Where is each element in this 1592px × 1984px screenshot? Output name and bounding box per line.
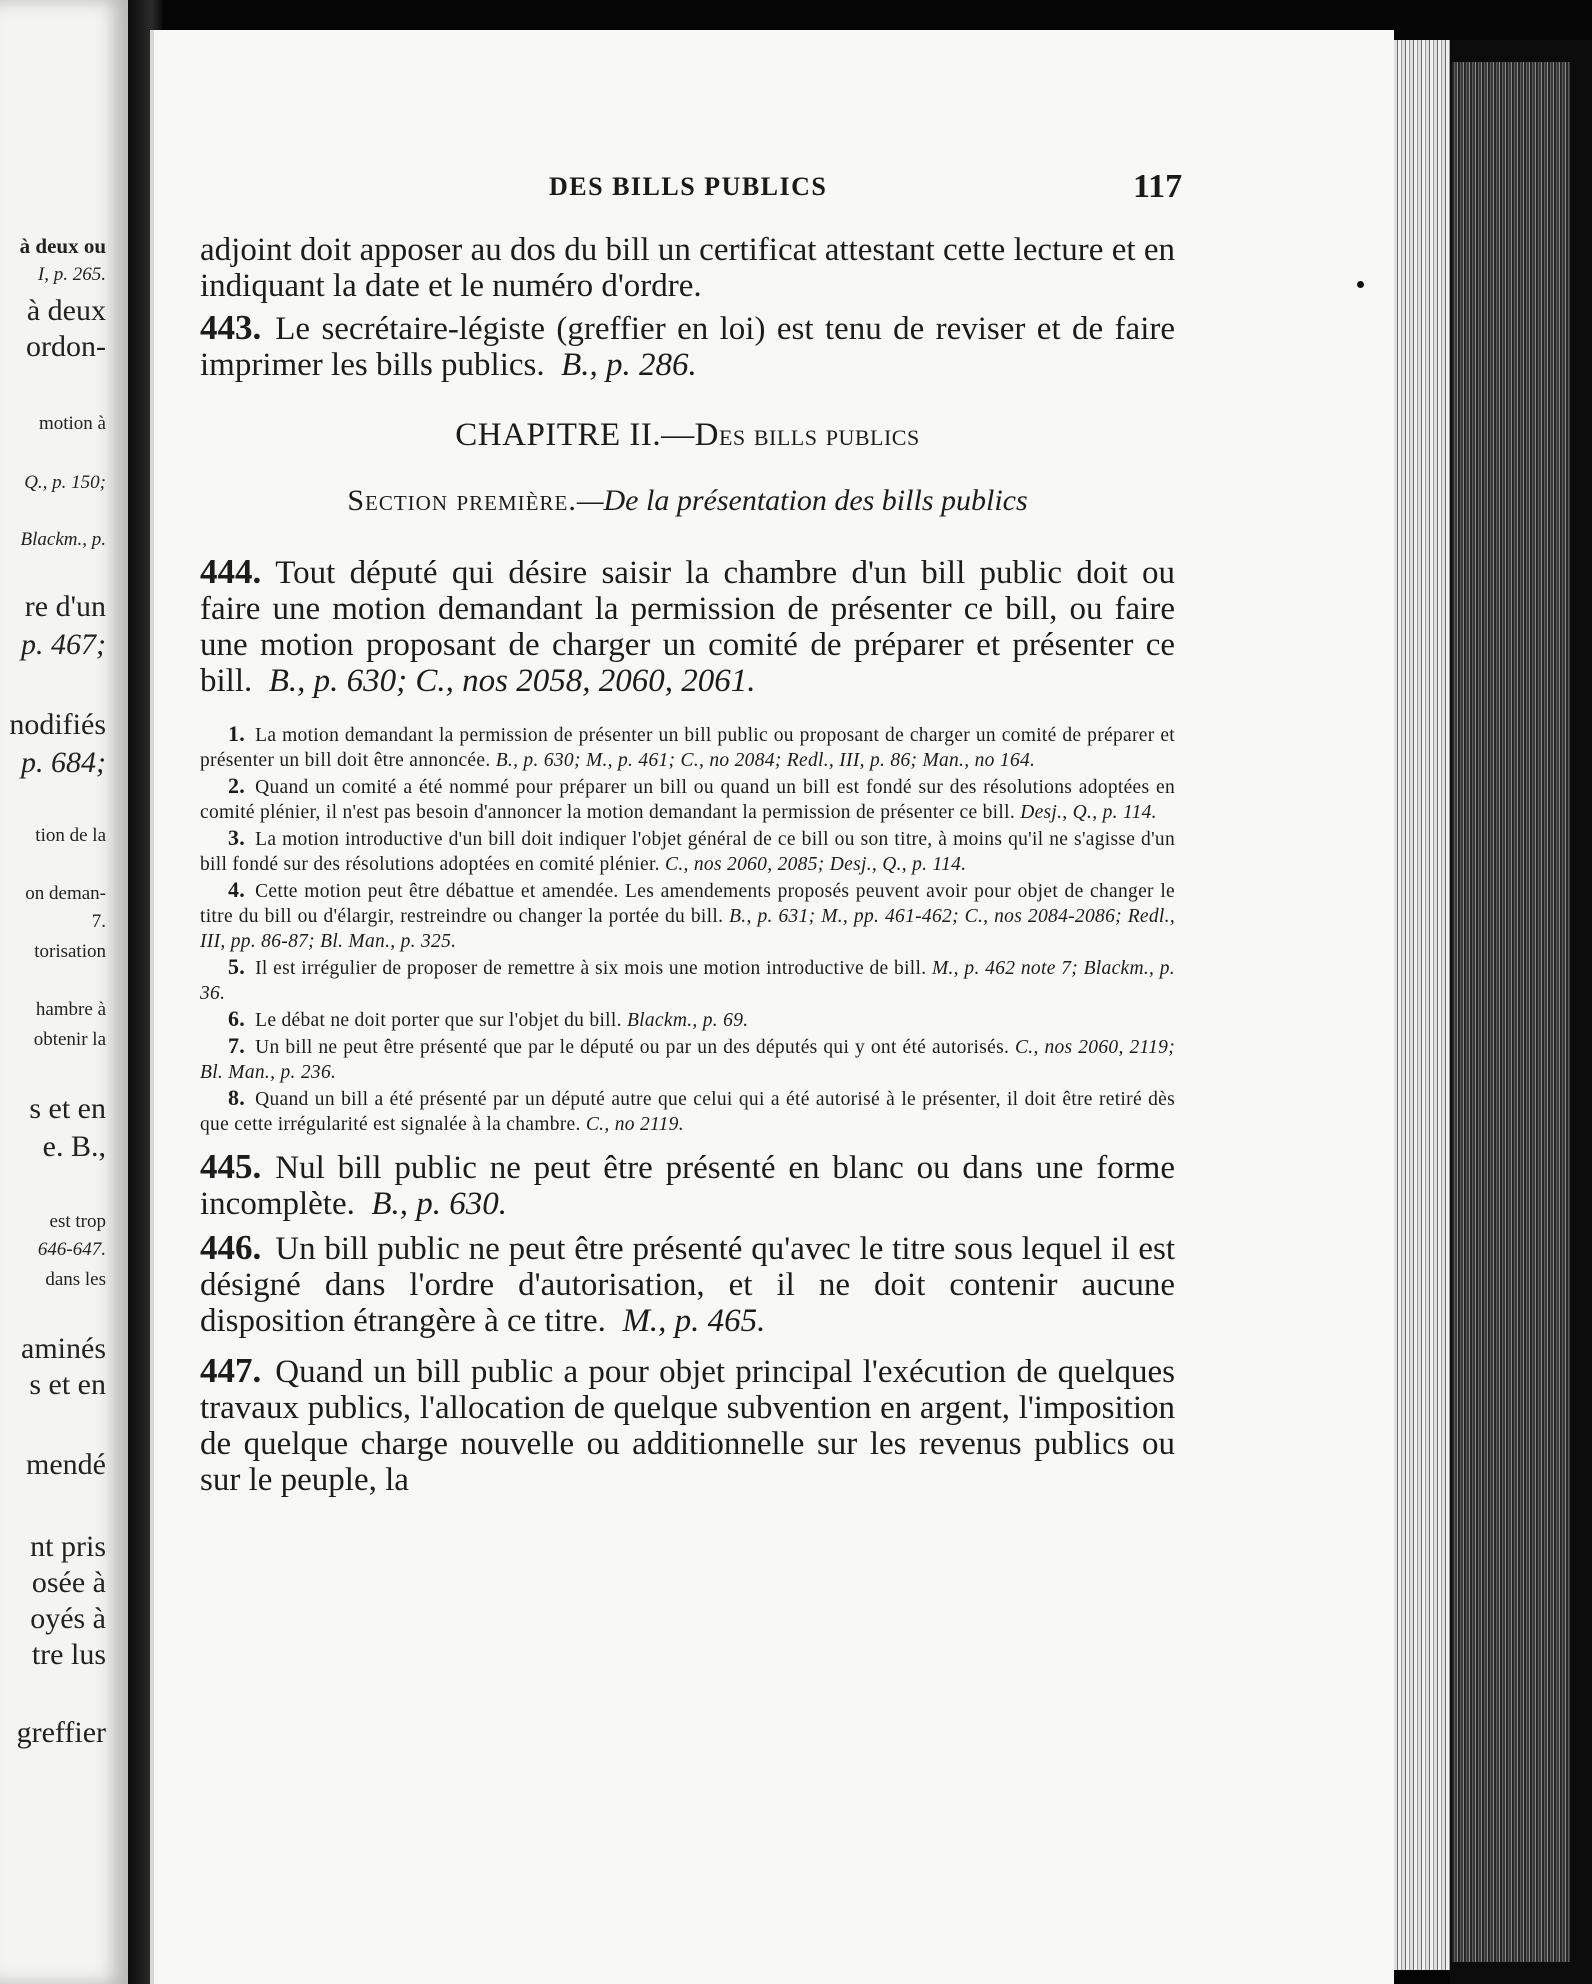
note-6 [200,1006,1175,1033]
article-445 [200,1149,1175,1222]
note-3 [200,825,1175,877]
left-page-line: p. 467; [21,628,106,661]
note-text: Il est irrégulier de proposer de remettre à six mois une motion introductive de bill. [255,958,927,979]
note-number: 6. [228,1006,246,1031]
left-page-line: nt pris [30,1530,106,1563]
article-text: Le secrétaire-légiste (greffier en loi) est tenu de reviser et de faire imprimer les bills publics. [200,311,1175,383]
left-page-line: re d'un [24,590,106,623]
left-page-line: est trop [49,1211,106,1232]
section-heading [200,484,1175,518]
left-page-line: I, p. 265. [37,264,106,285]
note-7 [200,1033,1175,1085]
section-title: —De la présentation des bills publics [576,484,1028,517]
article-reference: M., p. 465. [622,1303,766,1339]
left-page-line: motion à [38,413,106,434]
note-number: 5. [228,954,246,979]
left-page-line: greffier [16,1716,106,1749]
note-text: Quand un bill a été présenté par un député autre que celui qui a été autorisé à le présenter, il doit être retiré dès que cette irrégularité est signalée à la chambre. [200,1089,1175,1135]
running-head: DES BILLS PUBLICS [549,172,828,201]
note-reference: M., p. 462 note 7; Blackm., p. 36. [200,958,1175,1004]
page-number: 117 [1133,168,1183,205]
section-lead: Section première. [347,484,577,517]
left-page-line: dans les [45,1269,106,1290]
note-reference: B., p. 630; M., p. 461; C., no 2084; Redl., III, p. 86; Man., no 164. [495,750,1036,771]
article-444 [200,554,1175,699]
left-page-line: on deman- [25,883,106,904]
article-number: 444. [200,552,262,591]
previous-page [0,0,128,1984]
left-page-line: à deux ou [19,234,106,258]
left-page-line: p. 684; [21,746,106,779]
chapter-title: es bills publics [718,417,920,452]
left-page-line: osée à [31,1566,106,1599]
article-number: 443. [200,308,262,347]
note-4 [200,877,1175,954]
article-447 [200,1353,1175,1498]
left-page-line: ordon- [26,330,106,363]
note-reference: C., nos 2060, 2085; Desj., Q., p. 114. [665,854,967,875]
note-text: La motion introductive d'un bill doit indiquer l'objet général de ce bill ou son titre, à moins qu'il ne s'agisse d'un bill fondé sur des résolutions adoptées en comité plénier. [200,829,1175,875]
left-page-line: à deux [26,294,106,327]
book-block-pages [1452,62,1570,1962]
article-text: Quand un bill public a pour objet principal l'exécution de quelques travaux publics, l'allocation de quelque subvention en argent, l'imposition de quelque charge nouvelle ou additionnelle sur les revenus publics ou sur le peuple, la [200,1354,1175,1498]
page-edges [1390,40,1450,1970]
article-reference: B., p. 630. [371,1186,508,1222]
notes-list [200,721,1175,1137]
left-page-line: tion de la [35,825,106,846]
note-number: 2. [228,773,246,798]
note-text: Quand un comité a été nommé pour préparer un bill ou quand un bill est fondé sur des résolutions adoptées en comité plénier, il n'est pas besoin d'annoncer la motion demandant la permission de présenter ce bill. [200,777,1175,823]
note-number: 4. [228,877,246,902]
article-text: Nul bill public ne peut être présenté en blanc ou dans une forme incomplète. [200,1150,1175,1222]
note-number: 1. [228,721,246,746]
left-page-line: oyés à [30,1602,106,1635]
article-446 [200,1230,1175,1339]
left-page-line: 646-647. [37,1239,106,1260]
left-page-line: s et en [29,1368,106,1401]
left-page-line: obtenir la [33,1029,106,1050]
article-reference: B., p. 286. [561,347,697,383]
page-text [200,232,1175,1498]
chapter-lead: CHAPITRE II.—D [455,417,719,453]
note-reference: Blackm., p. 69. [626,1010,749,1031]
article-text: Un bill public ne peut être présenté qu'avec le titre sous lequel il est désigné dans l'ordre d'autorisation, et il ne doit contenir aucune disposition étrangère à ce titre. [200,1231,1175,1339]
left-page-line: hambre à [35,999,106,1020]
note-reference: Desj., Q., p. 114. [1020,802,1157,823]
left-page-line: Q., p. 150; [24,472,106,493]
left-page-line: nodifiés [9,708,106,741]
continuation-paragraph: adjoint doit apposer au dos du bill un certificat attestant cette lecture et en indiquant la date et le numéro d'ordre. [200,232,1175,304]
left-page-line: s et en [29,1092,106,1125]
article-number: 445. [200,1147,262,1186]
chapter-heading [200,417,1175,454]
note-reference: C., nos 2060, 2119; Bl. Man., p. 236. [200,1037,1175,1083]
left-page-line: mendé [26,1448,106,1481]
article-reference: B., p. 630; C., nos 2058, 2060, 2061. [268,663,756,699]
note-text: La motion demandant la permission de présenter un bill public ou proposant de charger un comité de préparer et présenter un bill doit être annoncée. [200,725,1175,771]
note-number: 7. [228,1033,246,1058]
left-page-line: Blackm., p. [20,529,106,550]
article-number: 446. [200,1228,262,1267]
left-page-line: aminés [21,1332,106,1365]
note-reference: C., no 2119. [585,1114,684,1135]
note-2 [200,773,1175,825]
note-8 [200,1085,1175,1137]
article-443 [200,310,1175,383]
left-page-line: 7. [91,911,106,932]
note-text: Le débat ne doit porter que sur l'objet du bill. [255,1010,622,1031]
note-number: 3. [228,825,246,850]
left-page-line: e. B., [42,1130,106,1163]
note-5 [200,954,1175,1006]
note-number: 8. [228,1085,246,1110]
left-page-line: tre lus [31,1638,106,1671]
note-text: Un bill ne peut être présenté que par le député ou par un des députés qui y ont été autorisés. [255,1037,1010,1058]
dust-speck [1357,281,1364,288]
note-text: Cette motion peut être débattue et amendée. Les amendements proposés peuvent avoir pour objet de changer le titre du bill ou d'élargir, restreindre ou changer la portée du bill. [200,881,1175,927]
left-page-line: torisation [34,941,106,962]
article-text: Tout député qui désire saisir la chambre d'un bill public doit ou faire une motion demandant la permission de présenter ce bill, ou faire une motion proposant de charger un comité de préparer et présenter ce bill. [200,555,1175,699]
article-number: 447. [200,1351,262,1390]
note-reference: B., p. 631; M., pp. 461-462; C., nos 2084-2086; Redl., III, pp. 86-87; Bl. Man., p. 325. [200,906,1175,952]
note-1 [200,721,1175,773]
